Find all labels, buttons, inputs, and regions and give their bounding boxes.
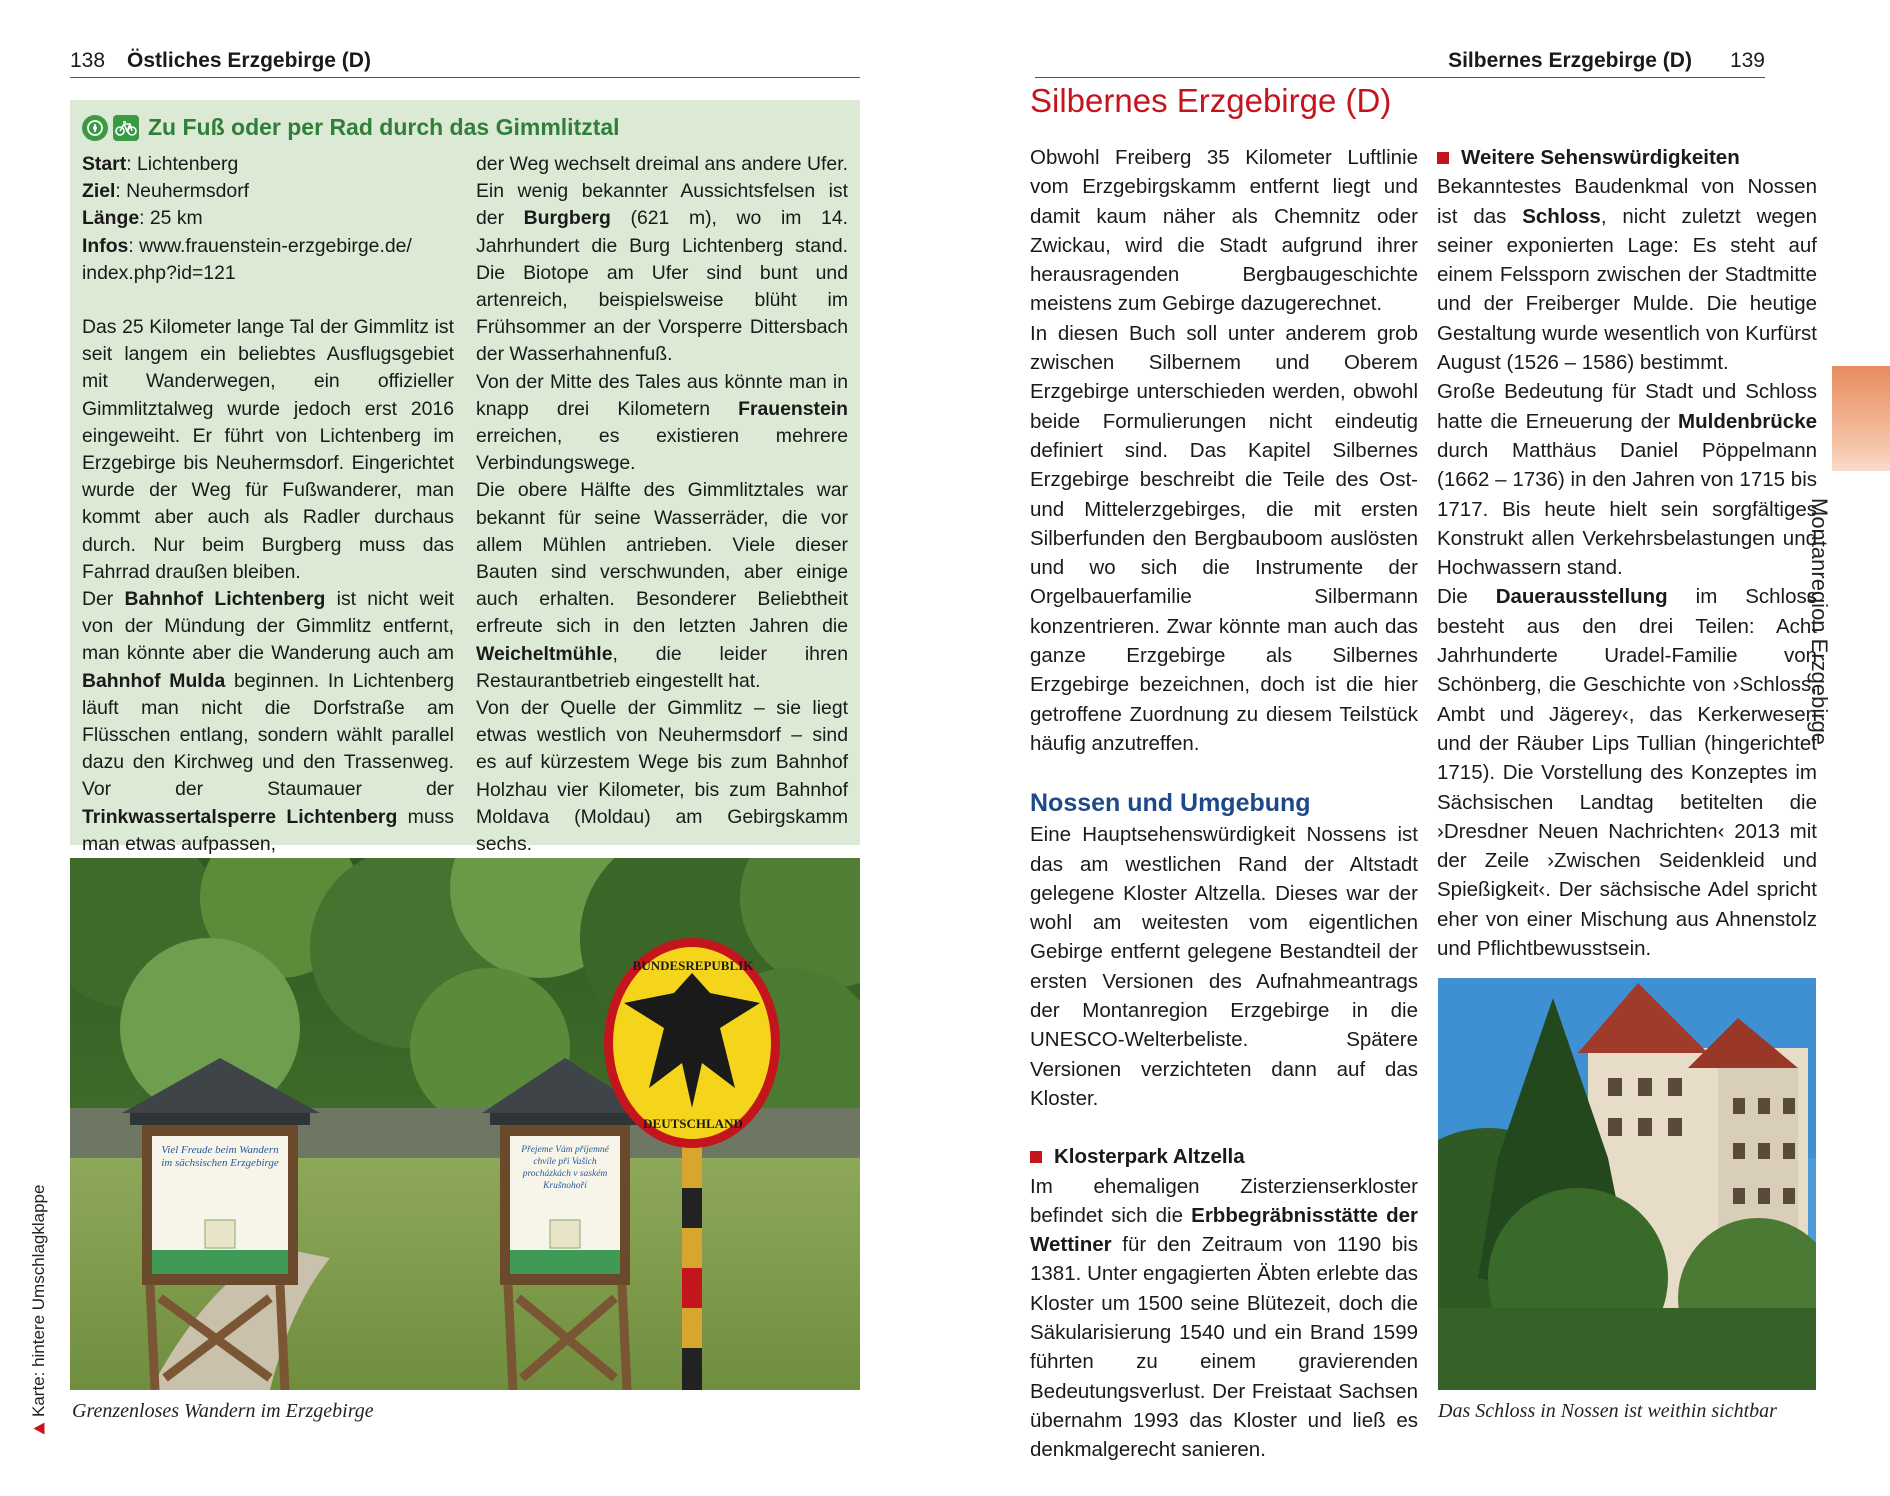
castle-photo	[1438, 978, 1816, 1390]
infobox-paragraph-6: Von der Quelle der Gimmlitz – sie liegt etwas westlich von Neuhermsdorf – sind es auf kürzestem Wege bis zum Bahnhof Holzhau vier Kilometer, bis zum Bahnhof Moldava (Moldau) am Gebirgskamm sechs.	[476, 697, 848, 856]
red-square-bullet-icon	[1437, 152, 1449, 164]
weitere-paragraph-2: Große Bedeutung für Stadt und Schloss hatte die Erneuerung der Muldenbrücke durch Matthäus Daniel Pöppelmann (1662 – 1736) in den Jahren von 1715 bis 1717. Bis heute hielt sein sorgfältiges Konstrukt allen Verkehrsbelastungen und Hochwassern stand.	[1437, 380, 1817, 580]
infobox-title-text: Zu Fuß oder per Rad durch das Gimmlitztal	[148, 114, 620, 140]
bicycle-icon	[113, 115, 139, 141]
region-tab	[1832, 366, 1890, 471]
route-start: Start: Lichtenberg	[82, 153, 239, 175]
emblem-top-text: BUNDESREPUBLIK	[632, 958, 754, 973]
sign2-text: Přejeme Vám příjemné chvíle při Vašich procházkách v saském Krušnohoří	[521, 1145, 609, 1191]
border-photo	[70, 858, 860, 1390]
infobox-columns	[82, 151, 848, 858]
right-page-number: 139	[1729, 49, 1765, 72]
right-column-2	[1437, 143, 1817, 963]
side-region-label: Montanregion Erzgebirge	[1807, 498, 1832, 746]
right-page	[945, 0, 1890, 1496]
route-ziel: Ziel: Neuhermsdorf	[82, 180, 250, 203]
intro-paragraph-1: Obwohl Freiberg 35 Kilometer Luftlinie vom Erzgebirgskamm entfernt liegt und damit kaum näher als Chemnitz oder Zwickau, wird die Stadt aufgrund ihrer herausragenden Bergbaugeschichte meistens zum Gebirge dazugerechnet.	[1030, 146, 1418, 316]
section-heading-nossen: Nossen und Umgebung	[1030, 789, 1311, 818]
compass-icon	[82, 115, 108, 141]
chapter-title: Silbernes Erzgebirge (D)	[1030, 82, 1392, 119]
route-infos: Infos: www.frauenstein-erzgebirge.de/ index.php?id=121	[82, 234, 412, 284]
infobox-paragraph-5: Die obere Hälfte des Gimmlitztales war bekannt für seine Wasserräder, die vor allem Mühlen antrieben. Viele dieser Bauten sind verschwunden, aber einige auch erhalten. Besonderer Beliebtheit erfreute sich in den letzten Jahren die Weicheltmühle, die leider ihren Restaurantbetrieb eingestellt hat.	[476, 479, 848, 692]
emblem-bottom-text: DEUTSCHLAND	[643, 1116, 743, 1131]
right-photo-caption: Das Schloss in Nossen ist weithin sichtbar	[1438, 1400, 1777, 1422]
red-square-bullet-icon	[1030, 1151, 1042, 1163]
hiking-infobox	[70, 100, 860, 856]
infobox-title	[82, 114, 848, 141]
weitere-paragraph-3: Die Dauerausstellung im Schloss besteht aus den drei Teilen: Acht Jahrhunderte Uradel-Familie von Schönberg, die Geschichte von ›Schloss, Ambt und Jägerey‹, das Kerkerwesen und der Räuber Lips Tullian (hingerichtet 1715). Die Vorstellung des Konzeptes im Sächsischen Landtag betitelten die ›Dresdner Neuen Nachrichten‹ 2013 mit der Zeile ›Zwischen Seidenkleid und Spießigkeit‹. Der sächsische Adel spricht eher von einer Mischung aus Ahnenstolz und Pflichtbewusstsein.	[1437, 585, 1817, 961]
infobox-paragraph-2: Der Bahnhof Lichtenberg ist nicht weit von der Mündung der Gimmlitz entfernt, man könnte aber die Wanderung auch am Bahnhof Mulda beginnen. In Lichtenberg läuft man nicht die Dorfstraße am Flüsschen entlang, sondern wählt parallel dazu den Kirchweg und den Trassenweg. Vor der Staumauer der Trinkwassertalsperre Lichtenberg muss man etwas aufpassen,	[82, 588, 454, 855]
nossen-paragraph: Eine Hauptsehenswürdigkeit Nossens ist das am westlichen Rand der Altstadt gelegene Kloster Altzella. Dieses war der wohl am weitesten vom eigentlichen Gebirge entfernt gelegene Bestandteil der ersten Versionen des Aufnahmeantrags der Montanregion Erzgebirge in die UNESCO-Welterbeliste. Spätere Versionen verzichteten dann auf das Kloster.	[1030, 823, 1418, 1110]
kloster-heading: Klosterpark Altzella	[1030, 1142, 1418, 1171]
route-laenge: Länge: 25 km	[82, 207, 203, 230]
right-header-title: Silbernes Erzgebirge (D)	[1448, 49, 1692, 72]
left-photo-caption: Grenzenloses Wandern im Erzgebirge	[72, 1400, 374, 1422]
right-column-1	[1030, 143, 1418, 1464]
left-page-number: 138	[70, 49, 106, 72]
triangle-arrow-icon	[34, 1423, 45, 1435]
weitere-heading: Weitere Sehenswürdigkeiten	[1437, 143, 1817, 172]
infobox-paragraph-3: der Weg wechselt dreimal ans andere Ufer. Ein wenig bekannter Aussichtsfelsen ist der Burgberg (621 m), wo im 14. Jahrhundert die Burg Lichtenberg stand. Die Biotope am Ufer sind bunt und artenreich, beispielsweise blüht im Frühsommer an der Vorsperre Dittersbach der Wasserhahnenfuß.	[476, 153, 848, 366]
right-page-header	[1035, 44, 1765, 78]
weitere-paragraph-1: Bekanntestes Baudenkmal von Nossen ist das Schloss, nicht zuletzt wegen seiner exponierten Lage: Es steht auf einem Felssporn zwischen der Stadtmitte und der Freiberger Mulde. Die heutige Gestaltung wurde wesentlich von Kurfürst August (1526 – 1586) bestimmt.	[1437, 175, 1817, 375]
infobox-paragraph-1: Das 25 Kilometer lange Tal der Gimmlitz ist seit langem ein beliebtes Ausflugsgebiet mit Wanderwegen, ein offizieller Gimmlitztalweg wurde jedoch erst 2016 eingeweiht. Er führt von Lichtenberg im Erzgebirge bis Neuhermsdorf. Eingerichtet wurde der Weg für Fußwanderer, man kommt aber auch als Radler durchaus durch. Nur beim Burgberg muss das Fahrrad draußen bleiben.	[82, 316, 454, 583]
side-flap-label: Karte: hintere Umschlagklappe	[29, 1185, 49, 1434]
intro-paragraph-2: In diesen Buch soll unter anderem grob zwischen Silbernem und Oberem Erzgebirge unterschieden werden, obwohl beide Formulierungen nicht eindeutig definiert sind. Das Kapitel Silbernes Erzgebirge beschreibt die Teile des Ost- und Mittelerzgebirges, die mit ersten Silberfunden den Bergbauboom auslösten und wo sich die Instrumente der Orgelbauerfamilie Silbermann konzentrieren. Zwar könnte man auch das ganze Erzgebirge als Silbernes Erzgebirge bezeichnen, doch ist die hier getroffene Zuordnung zu diesem Teilstück häufig anzutreffen.	[1030, 321, 1418, 755]
sign1-text: Viel Freude beim Wandern im sächsischen Erzgebirge	[161, 1144, 279, 1169]
left-header-title: Östliches Erzgebirge (D)	[127, 49, 371, 72]
infobox-paragraph-4: Von der Mitte des Tales aus könnte man in knapp drei Kilometern Frauenstein erreichen, es existieren mehrere Verbindungswege.	[476, 370, 848, 475]
left-page-header	[70, 44, 860, 78]
kloster-paragraph: Im ehemaligen Zisterzienserkloster befindet sich die Erbbegräbnisstätte der Wettiner für den Zeitraum von 1190 bis 1381. Unter engagierten Äbten erlebte das Kloster um 1500 seine Blütezeit, doch die Säkularisierung 1540 und ein Brand 1599 führten zu einem gravierenden Bedeutungsverlust. Der Freistaat Sachsen übernahm 1993 das Kloster und ließ es denkmalgerecht sanieren.	[1030, 1174, 1418, 1462]
infobox-column-1	[82, 151, 454, 858]
infobox-column-2	[476, 151, 848, 858]
